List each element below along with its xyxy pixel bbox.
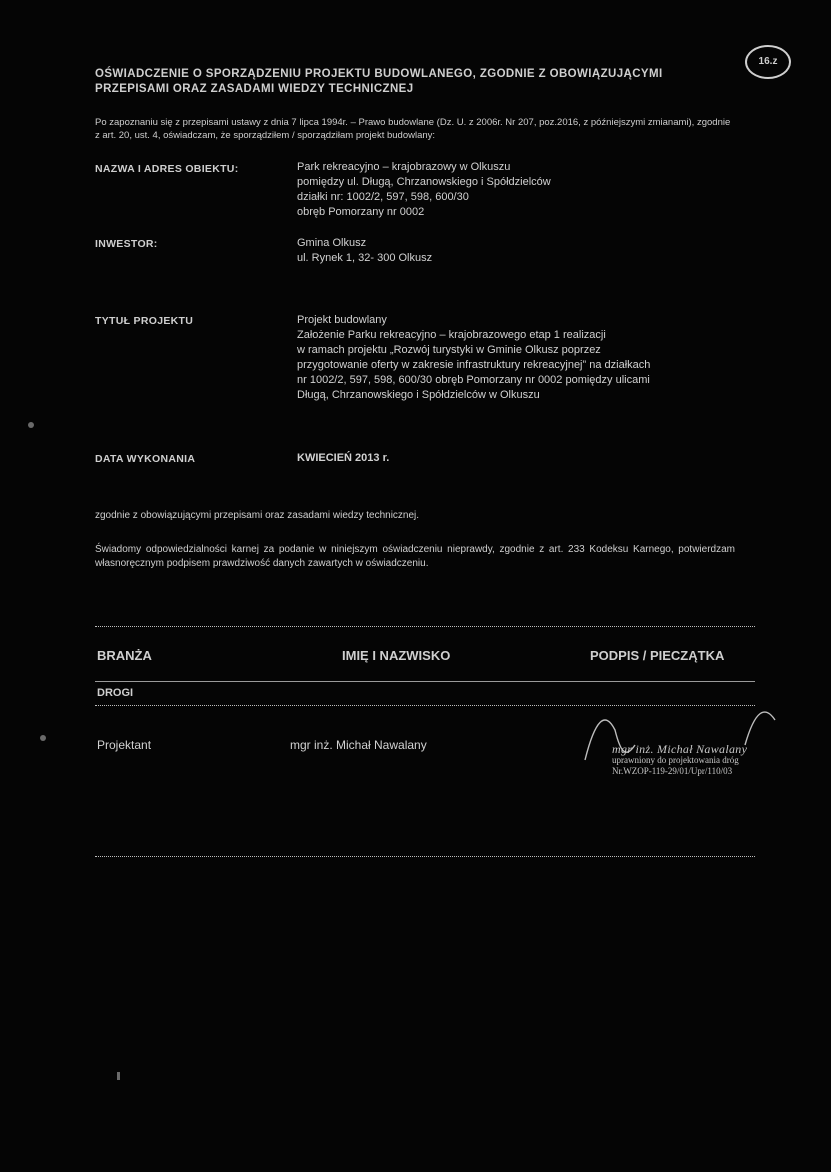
col-name: IMIĘ I NAZWISKO (342, 648, 451, 663)
table-bottom-rule (95, 856, 755, 857)
object-value (297, 160, 777, 220)
designer-name: mgr inż. Michał Nawalany (290, 738, 427, 752)
table-top-rule (95, 626, 755, 627)
date-value: KWIECIEŃ 2013 r. (297, 452, 390, 464)
object-line: pomiędzy ul. Długą, Chrzanowskiego i Spółdzielców (297, 176, 551, 188)
object-line: obręb Pomorzany nr 0002 (297, 206, 425, 218)
stamp-line: uprawniony do projektowania dróg (612, 755, 739, 765)
scan-artifact-mark (40, 735, 46, 741)
investor-line: Gmina Olkusz (297, 237, 367, 249)
stamp-line: Nr.WZOP-119-29/01/Upr/110/03 (612, 766, 733, 776)
title-line: nr 1002/2, 597, 598, 600/30 obręb Pomorzany nr 0002 pomiędzy ulicami (297, 374, 650, 386)
scan-artifact-mark (117, 1072, 120, 1080)
col-signature: PODPIS / PIECZĄTKA (590, 648, 725, 663)
title-line: Długą, Chrzanowskiego i Spółdzielców w Olkuszu (297, 389, 540, 401)
title-line: Projekt budowlany (297, 314, 387, 326)
project-title-value (297, 313, 777, 403)
designer-stamp (612, 744, 802, 777)
investor-value (297, 236, 777, 266)
title-line: Założenie Parku rekreacyjno – krajobrazowego etap 1 realizacji (297, 329, 606, 341)
date-label: DATA WYKONANIA (95, 453, 196, 465)
object-line: działki nr: 1002/2, 597, 598, 600/30 (297, 191, 469, 203)
role-label: Projektant (97, 738, 152, 752)
col-branza: BRANŻA (97, 648, 152, 663)
intro-paragraph: Po zapoznaniu się z przepisami ustawy z dnia 7 lipca 1994r. – Prawo budowlane (Dz. U. z 2006r. Nr 207, poz.2016, z późniejszymi zmianami), zgodnie z art. 20, ust. 4, oświadczam, że sporządziłem / sporządziłam projekt budowlany: (95, 117, 731, 141)
investor-label: INWESTOR: (95, 238, 158, 250)
scan-artifact-mark (28, 422, 34, 428)
object-line: Park rekreacyjno – krajobrazowy w Olkuszu (297, 161, 511, 173)
stamp-name: mgr inż. Michał Nawalany (612, 742, 748, 756)
investor-line: ul. Rynek 1, 32- 300 Olkusz (297, 252, 433, 264)
title-line: w ramach projektu „Rozwój turystyki w Gminie Olkusz poprzez (297, 344, 601, 356)
project-title-label: TYTUŁ PROJEKTU (95, 315, 194, 327)
object-label: NAZWA I ADRES OBIEKTU: (95, 163, 239, 175)
title-line: przygotowanie oferty w zakresie infrastruktury rekreacyjnej” na działkach (297, 359, 651, 371)
liability-statement: Świadomy odpowiedzialności karnej za podanie w niniejszym oświadczeniu nieprawdy, zgodnie z art. 233 Kodeksu Karnego, potwierdzam własnoręcznym podpisem prawdziwość danych zawartych w oświadczeniu. (95, 544, 735, 569)
table-header-rule (95, 681, 755, 682)
section-label: DROGI (97, 687, 134, 699)
document-title: OŚWIADCZENIE O SPORZĄDZENIU PROJEKTU BUDOWLANEGO, ZGODNIE Z OBOWIĄZUJĄCYMI PRZEPISAMI ORAZ ZASADAMI WIEDZY TECHNICZNEJ (95, 68, 663, 95)
compliance-statement: zgodnie z obowiązującymi przepisami oraz zasadami wiedzy technicznej. (95, 510, 420, 521)
page-number-badge: 16.z (745, 45, 791, 79)
